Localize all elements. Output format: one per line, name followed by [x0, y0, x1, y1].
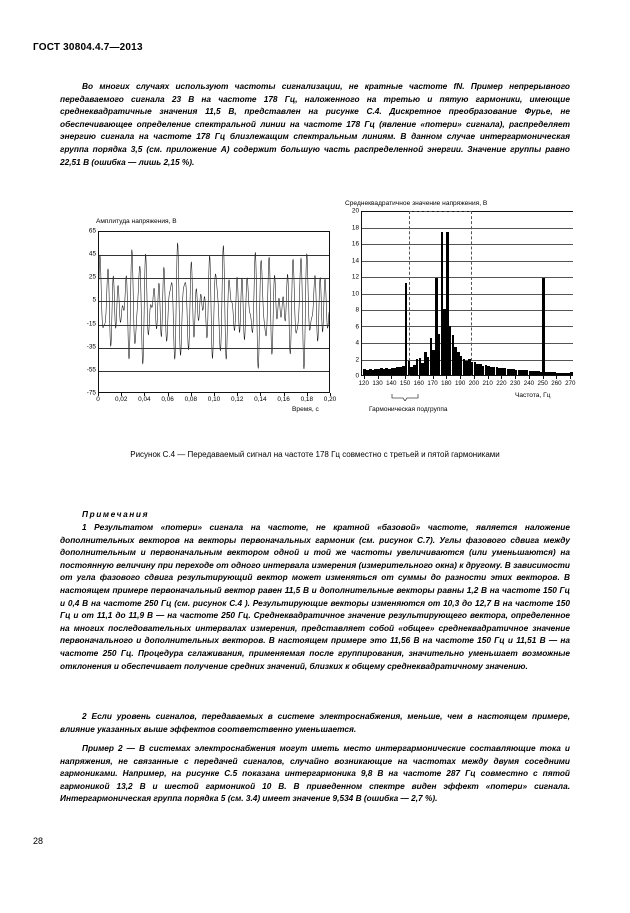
waveform-x-tick: 0,04: [138, 396, 151, 403]
waveform-y-tick: 25: [88, 273, 96, 281]
waveform-gridline: [99, 255, 329, 256]
spectrum-y-tick: 4: [355, 339, 359, 347]
waveform-gridline: [99, 278, 329, 279]
spectrum-x-tick: 200: [468, 380, 480, 387]
waveform-gridline: [99, 371, 329, 372]
spectrum-y-tick: 6: [355, 323, 359, 330]
spectrum-x-tickmark: [543, 376, 544, 379]
notes-heading: Примечания: [82, 509, 150, 519]
spectrum-y-tick: 8: [355, 306, 359, 314]
waveform-x-ticks: [96, 393, 337, 407]
example-2: Пример 2 — В системах электроснабжения могут иметь место интергармонические составляющие тока и напряжения, не связанные с передачей сигналов, случайно возникающие на частотах между двумя соседними гармониками. Например, на рисунке С.5 показана интергармоника 9,8 В на частоте 287 Гц совместно с пятой гармоникой 13,2 В и шестой гармоникой 10 В. В приведенном спектре виден эффект «потери» сигнала. Интергармоническая группа порядка 5 (см. 3.4) имеет значение 9,534 В (ошибка — 2,7 %).: [60, 743, 570, 804]
spectrum-x-tickmark: [460, 376, 461, 379]
spectrum-x-tick: 130: [372, 380, 383, 387]
spectrum-x-tick: 170: [427, 380, 438, 387]
spectrum-y-tick: 2: [355, 356, 359, 363]
spectrum-y-tick: 20: [351, 207, 359, 215]
paragraph-intro: Во многих случаях используют частоты сигнализации, не кратные частоте fN. Пример непрерывного передаваемого сигнала 23 В на частоте 178 Гц, наложенного на третью и пятую гармоники, имеющие среднеквадратичные значения 11,5 В, представлен на рисунке С.4. Дискретное преобразование Фурье, не обеспечивающее определение спектральной линии на частоте 178 Гц (явление «потери» сигнала), распределяет энергию сигнала на частоте 178 Гц близлежащим спектральным линиям. В данном случае интергармоническая группа порядка 3,5 (см. приложение А) содержит большую часть распределенной энергии. Значение группы равно 22,51 В (ошибка — лишь 2,15 %).: [60, 81, 570, 167]
waveform-svg: [99, 232, 329, 392]
spectrum-x-tick: 270: [565, 380, 576, 387]
chart-spectrum: [333, 200, 597, 440]
spectrum-x-tick: 120: [358, 380, 369, 387]
spectrum-x-tick: 210: [482, 380, 493, 387]
spectrum-x-tickmark: [378, 376, 379, 379]
spectrum-x-tickmark: [446, 376, 447, 379]
spectrum-y-tick: 14: [351, 257, 359, 264]
spectrum-x-tick: 140: [386, 380, 397, 387]
spectrum-x-tickmark: [488, 376, 489, 379]
spectrum-plot-area: [361, 211, 573, 376]
waveform-y-tick: -35: [86, 343, 96, 351]
waveform-gridline: [99, 348, 329, 349]
spectrum-x-tick: 150: [399, 380, 411, 387]
spectrum-x-tick: 250: [537, 380, 548, 387]
spectrum-y-tick: 0: [355, 372, 359, 380]
waveform-x-tick: 0,12: [230, 396, 244, 403]
spectrum-x-tickmark: [529, 376, 530, 379]
harmonic-subgroup-brace-icon: [391, 394, 419, 401]
waveform-x-axis-label: Время, с: [292, 406, 319, 413]
spectrum-y-tick: 16: [351, 240, 359, 248]
waveform-x-tick: 0,08: [184, 396, 198, 403]
figure-c4: [33, 200, 597, 440]
waveform-gridline: [99, 325, 329, 326]
waveform-y-tick: 45: [88, 250, 96, 258]
spectrum-x-tick: 220: [496, 380, 507, 387]
waveform-y-tick: -75: [86, 389, 96, 397]
spectrum-x-tick: 160: [413, 380, 424, 387]
chart-waveform: [60, 218, 338, 428]
spectrum-x-tickmark: [501, 376, 502, 379]
waveform-y-axis-title: Амплитуда напряжения, В: [96, 218, 177, 225]
table-row: [570, 372, 573, 375]
waveform-x-tick: 0,20: [323, 396, 337, 403]
spectrum-y-tick: 12: [351, 273, 359, 281]
figure-caption: Рисунок С.4 — Передаваемый сигнал на частоте 178 Гц совместно с третьей и пятой гармониками: [130, 450, 500, 459]
spectrum-x-tick: 180: [441, 380, 452, 387]
spectrum-x-tickmark: [515, 376, 516, 379]
waveform-gridline: [99, 301, 329, 302]
spectrum-x-tickmark: [474, 376, 475, 379]
waveform-plot-area: [98, 231, 330, 393]
note-2: 2 Если уровень сигналов, передаваемых в системе электроснабжения, меньше, чем в настоящем примере, влияние указанных выше эффектов соответственно уменьшается.: [60, 711, 570, 734]
waveform-y-tick: -15: [86, 320, 96, 328]
spectrum-x-tickmark: [364, 376, 365, 379]
waveform-x-tick: 0,02: [114, 396, 128, 403]
spectrum-y-axis-title: Среднеквадратичное значение напряжения, В: [345, 200, 488, 207]
harmonic-subgroup-label: Гармоническая подгруппа: [369, 406, 448, 413]
spectrum-x-tickmark: [433, 376, 434, 379]
spectrum-y-tick: 18: [351, 224, 359, 231]
waveform-trace: [99, 243, 329, 369]
waveform-x-tick: 0,10: [207, 396, 221, 403]
spectrum-x-tickmark: [556, 376, 557, 379]
note-1: 1 Результатом «потери» сигнала на частоте, не кратной «базовой» частоте, является наложение дополнительных векторов на векторы первоначальных гармоник (см. рисунок С.7). Углы фазового сдвига между дополнительным и первоначальным вектором одной и той же частоты увеличиваются (или уменьшаются) на постоянную величину при переходе от одного интервала измерения (измерительного окна) к другому. В зависимости от угла фазового сдвига результирующий вектор может изменяться от суммы до разности этих векторов. В настоящем примере первоначальный вектор равен 11,5 В и дополнительные векторы равны 1,2 В на частоте 150 Гц и 0,4 В на частоте 250 Гц (см. рисунок С.4 ). Результирующие векторы изменяются от 10,3 до 12,7 В на частоте 150 Гц и от 11,1 до 11,9 В — на частоте 250 Гц. Среднеквадратичное значение результирующего вектора, определенное на многих последовательных интервалах измерения, представляет собой «общее» среднеквадратичное значение первоначального и дополнительных векторов. В настоящем примере это 11,56 В на частоте 150 Гц и 11,51 В — на частоте 250 Гц. Процедура сглаживания, применяемая после группирования, значительно уменьшает возможные отклонения и обеспечивает получение средних значений, близких к общему среднеквадратичному значению.: [60, 522, 570, 671]
spectrum-x-tick: 260: [551, 380, 562, 387]
spectrum-x-tickmark: [419, 376, 420, 379]
waveform-x-tick: 0: [96, 396, 100, 403]
spectrum-y-tick: 10: [351, 290, 359, 297]
waveform-y-tick: -55: [86, 366, 96, 374]
spectrum-x-ticks: [358, 376, 576, 392]
spectrum-x-tickmark: [570, 376, 571, 379]
waveform-x-tick: 0,14: [254, 396, 267, 403]
waveform-y-tick: 65: [88, 227, 96, 235]
waveform-x-tick: 0,16: [277, 396, 290, 403]
spectrum-x-tickmark: [405, 376, 406, 379]
document-header: ГОСТ 30804.4.7—2013: [33, 42, 143, 53]
waveform-y-tick: 5: [92, 296, 96, 304]
waveform-x-tick: 0,18: [300, 396, 314, 403]
spectrum-x-tick: 190: [454, 380, 466, 387]
table-row: [542, 278, 545, 375]
spectrum-x-tickmark: [391, 376, 392, 379]
spectrum-x-tick: 230: [510, 380, 521, 387]
waveform-x-tick: 0,06: [161, 396, 174, 403]
spectrum-x-axis-label: Частота, Гц: [515, 392, 551, 399]
spectrum-x-tick: 240: [523, 380, 535, 387]
page-number: 28: [33, 836, 44, 846]
